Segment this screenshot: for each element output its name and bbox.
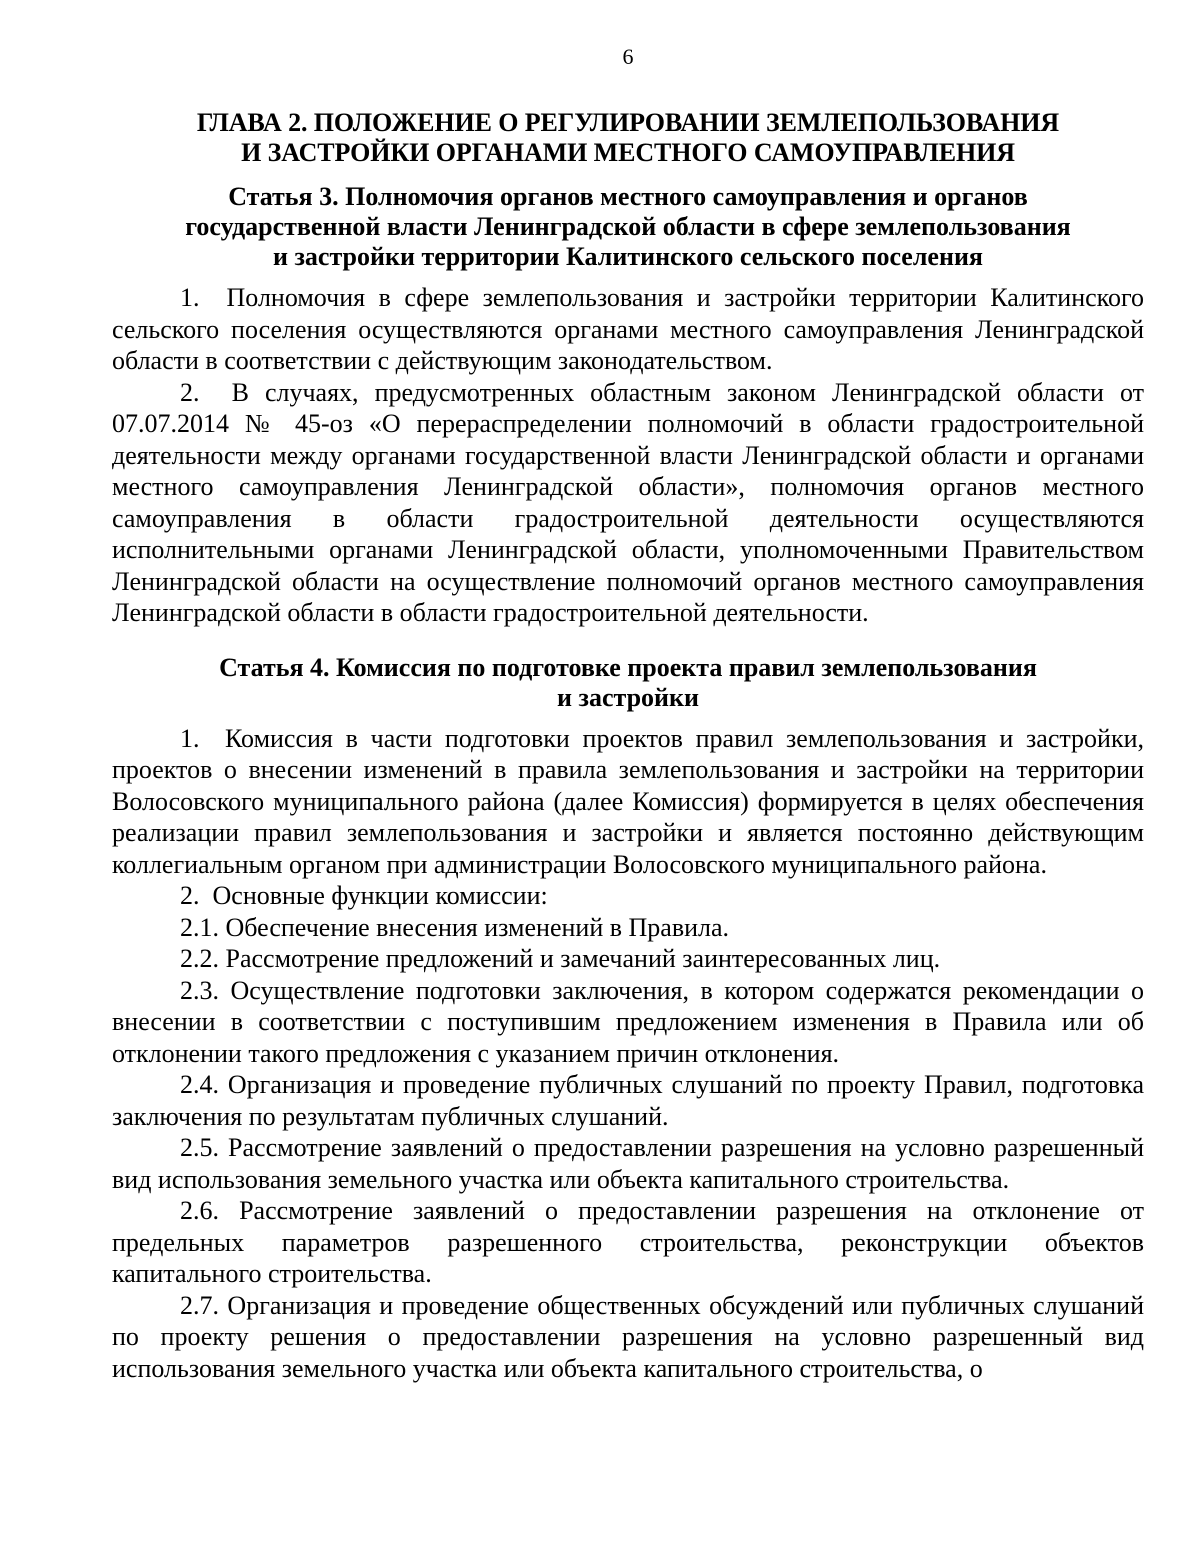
chapter-title-line: И ЗАСТРОЙКИ ОРГАНАМИ МЕСТНОГО САМОУПРАВЛЕНИЯ (241, 138, 1015, 167)
article-4-item-2-2: 2.2. Рассмотрение предложений и замечаний заинтересованных лиц. (180, 944, 941, 973)
article-4-item-2-1: 2.1. Обеспечение внесения изменений в Правила. (180, 912, 730, 942)
page-number: 6 (622, 44, 634, 69)
article-4-item-2-7: 2.7. Организация и проведение общественных обсуждений или публичных слушаний по проекту решения о предоставлении разрешения на условно разрешенный вид использования земельного участка или объекта капитального строительства, о (112, 1290, 1144, 1383)
article-3-paragraph-2: 2. В случаях, предусмотренных областным законом Ленинградской области от 07.07.2014 № 45-оз «О перераспределении полномочий в области градостроительной деятельности между органами государственной власти Ленинградской области и органами местного самоуправления Ленинградской области», полномочия органов местного самоуправления в области градостроительной деятельности осуществляются исполнительными органами Ленинградской области, уполномоченными Правительством Ленинградской области на осуществление полномочий органов местного самоуправления Ленинградской области в области градостроительной деятельности. (112, 377, 1144, 627)
article-4-paragraph-2: 2. Основные функции комиссии: (180, 881, 548, 910)
article-4-paragraph-1: 1. Комиссия в части подготовки проектов правил землепользования и застройки, проектов о внесении изменений в правила землепользования и застройки на территории Волосовского муниципального района (далее Комиссия) формируется в целях обеспечения реализации правил землепользования и застройки и является постоянно действующим коллегиальным органом при администрации Волосовского муниципального района. (112, 723, 1144, 879)
document-page (112, 44, 1144, 1384)
article-3-title-line: государственной власти Ленинградской области в сфере землепользования (185, 212, 1071, 241)
chapter-title (112, 108, 1144, 168)
article-4-title-line: и застройки (557, 682, 699, 712)
article-3-title-line: Статья 3. Полномочия органов местного самоуправления и органов (228, 182, 1028, 211)
article-3-title (112, 182, 1144, 272)
article-3-paragraph-1: 1. Полномочия в сфере землепользования и застройки территории Калитинского сельского поселения осуществляются органами местного самоуправления Ленинградской области в соответствии с действующим законодательством. (112, 283, 1144, 375)
article-4-item-2-4: 2.4. Организация и проведение публичных слушаний по проекту Правил, подготовка заключения по результатам публичных слушаний. (112, 1070, 1144, 1131)
article-4-item-2-3: 2.3. Осуществление подготовки заключения, в котором содержатся рекомендации о внесении в соответствии с поступившим предложением изменения в Правила или об отклонении такого предложения с указанием причин отклонения. (112, 975, 1144, 1068)
article-4-title-line: Статья 4. Комиссия по подготовке проекта правил землепользования (219, 652, 1037, 682)
article-4-title (112, 653, 1144, 713)
article-3-title-line: и застройки территории Калитинского сельского поселения (273, 242, 983, 271)
chapter-title-line: ГЛАВА 2. ПОЛОЖЕНИЕ О РЕГУЛИРОВАНИИ ЗЕМЛЕПОЛЬЗОВАНИЯ (196, 108, 1060, 137)
article-4-item-2-5: 2.5. Рассмотрение заявлений о предоставлении разрешения на условно разрешенный вид использования земельного участка или объекта капитального строительства. (112, 1133, 1144, 1194)
article-4-item-2-6: 2.6. Рассмотрение заявлений о предоставлении разрешения на отклонение от предельных параметров разрешенного строительства, реконструкции объектов капитального строительства. (112, 1196, 1144, 1288)
